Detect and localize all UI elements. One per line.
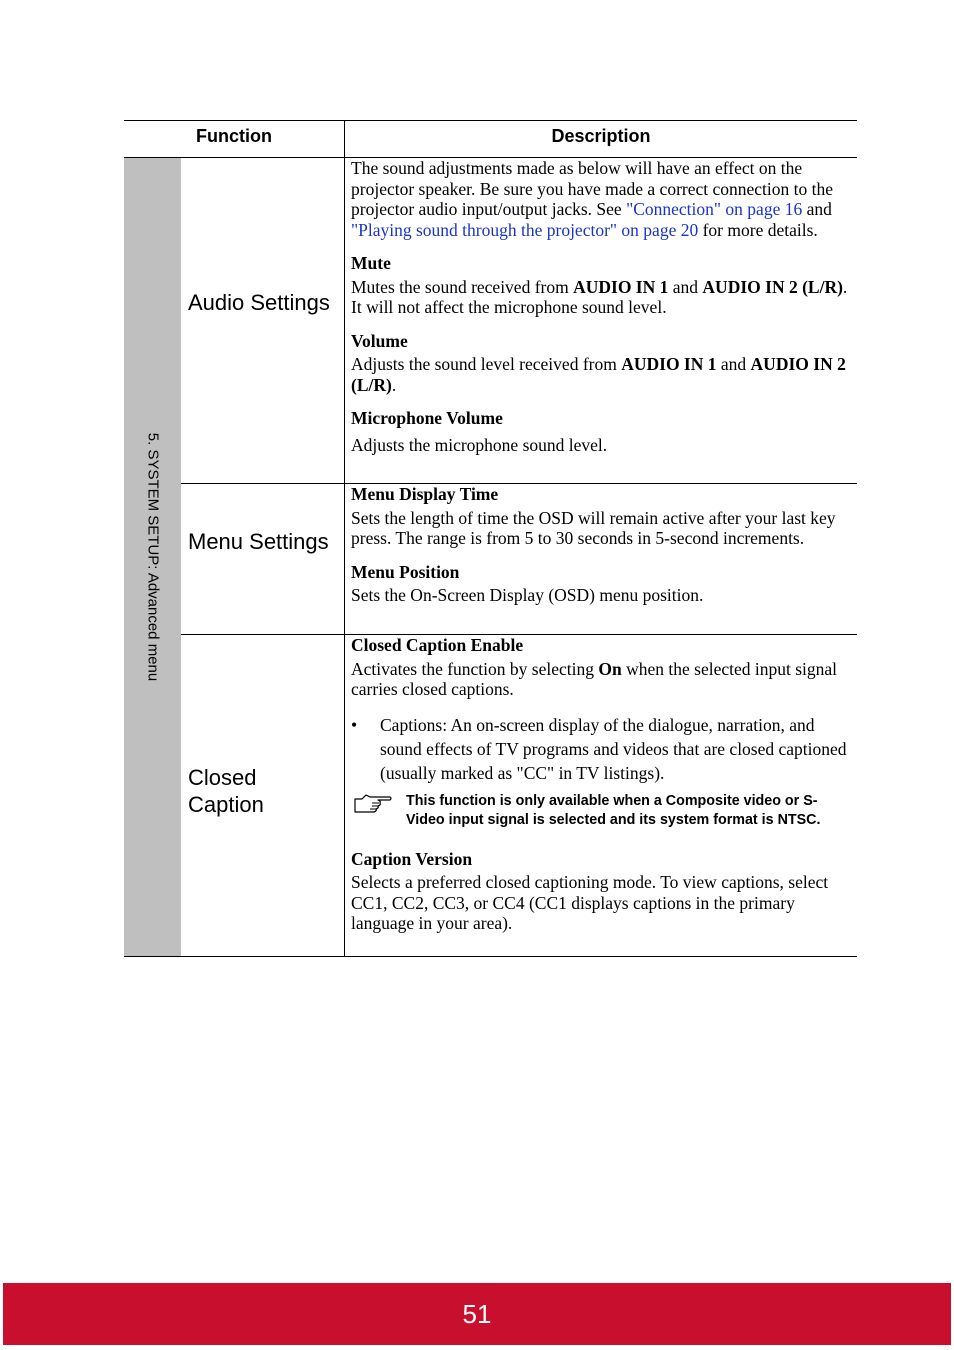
menu-settings-description — [351, 484, 851, 606]
display-time-text: Sets the length of time the OSD will remain active after your last key press. The range is from 5 to 30 seconds in 5-second increments. — [351, 507, 836, 548]
cc-enable-text: Activates the function by selecting On when the selected input signal carries closed captions. — [351, 658, 838, 699]
column-divider — [344, 120, 345, 957]
pointing-hand-icon — [354, 793, 392, 817]
section-sidebar — [124, 158, 181, 956]
table-bottom-border — [124, 956, 857, 957]
captions-bullet — [351, 713, 851, 785]
caption-version-text: Selects a preferred closed captioning mode. To view captions, select CC1, CC2, CC3, or CC4 (CC1 displays captions in the primary language in your area). — [351, 872, 829, 933]
audio-settings-description — [351, 158, 851, 455]
connection-link[interactable]: "Connection" on page 16 — [626, 199, 803, 219]
caption-version-title: Caption Version — [351, 848, 473, 869]
menu-position-text: Sets the On-Screen Display (OSD) menu position. — [351, 585, 704, 605]
menu-position-title: Menu Position — [351, 561, 460, 582]
footer-bar — [3, 1283, 951, 1345]
audio-intro: The sound adjustments made as below will have an effect on the projector speaker. Be sure you have made a correct connection to the projector audio input/output jacks. See "Connection" on page 16 and "Playing sound through the projector" on page 20 for more details. — [351, 158, 834, 240]
display-time-title: Menu Display Time — [351, 484, 499, 504]
header-function: Function — [196, 126, 272, 146]
ntsc-note-text: This function is only available when a Composite video or S-Video input signal is selected and its system format is NTSC. — [406, 792, 821, 828]
mute-text: Mutes the sound received from AUDIO IN 1 and AUDIO IN 2 (L/R). It will not affect the microphone sound level. — [351, 276, 848, 317]
function-audio-settings: Audio Settings — [188, 290, 330, 315]
volume-text: Adjusts the sound level received from AUDIO IN 1 and AUDIO IN 2 (L/R). — [351, 354, 846, 395]
function-menu-settings: Menu Settings — [188, 529, 329, 554]
page-number: 51 — [462, 1299, 492, 1329]
microphone-title: Microphone Volume — [351, 408, 503, 428]
microphone-text: Adjusts the microphone sound level. — [351, 434, 608, 455]
mute-title: Mute — [351, 253, 391, 273]
header-description: Description — [551, 126, 651, 146]
ntsc-note — [351, 792, 851, 831]
section-label: 5. SYSTEM SETUP: Advanced menu — [144, 432, 161, 682]
bullet-marker: • — [351, 714, 358, 735]
cc-enable-title: Closed Caption Enable — [351, 635, 524, 655]
captions-bullet-text: Captions: An on-screen display of the dialogue, narration, and sound effects of TV programs and videos that are closed captioned (usually marked as "CC" in TV listings). — [380, 714, 847, 783]
playing-sound-link[interactable]: "Playing sound through the projector" on page 20 — [351, 219, 699, 240]
volume-title: Volume — [351, 330, 408, 351]
closed-caption-description — [351, 635, 851, 934]
function-closed-caption: Closed Caption — [188, 765, 264, 817]
